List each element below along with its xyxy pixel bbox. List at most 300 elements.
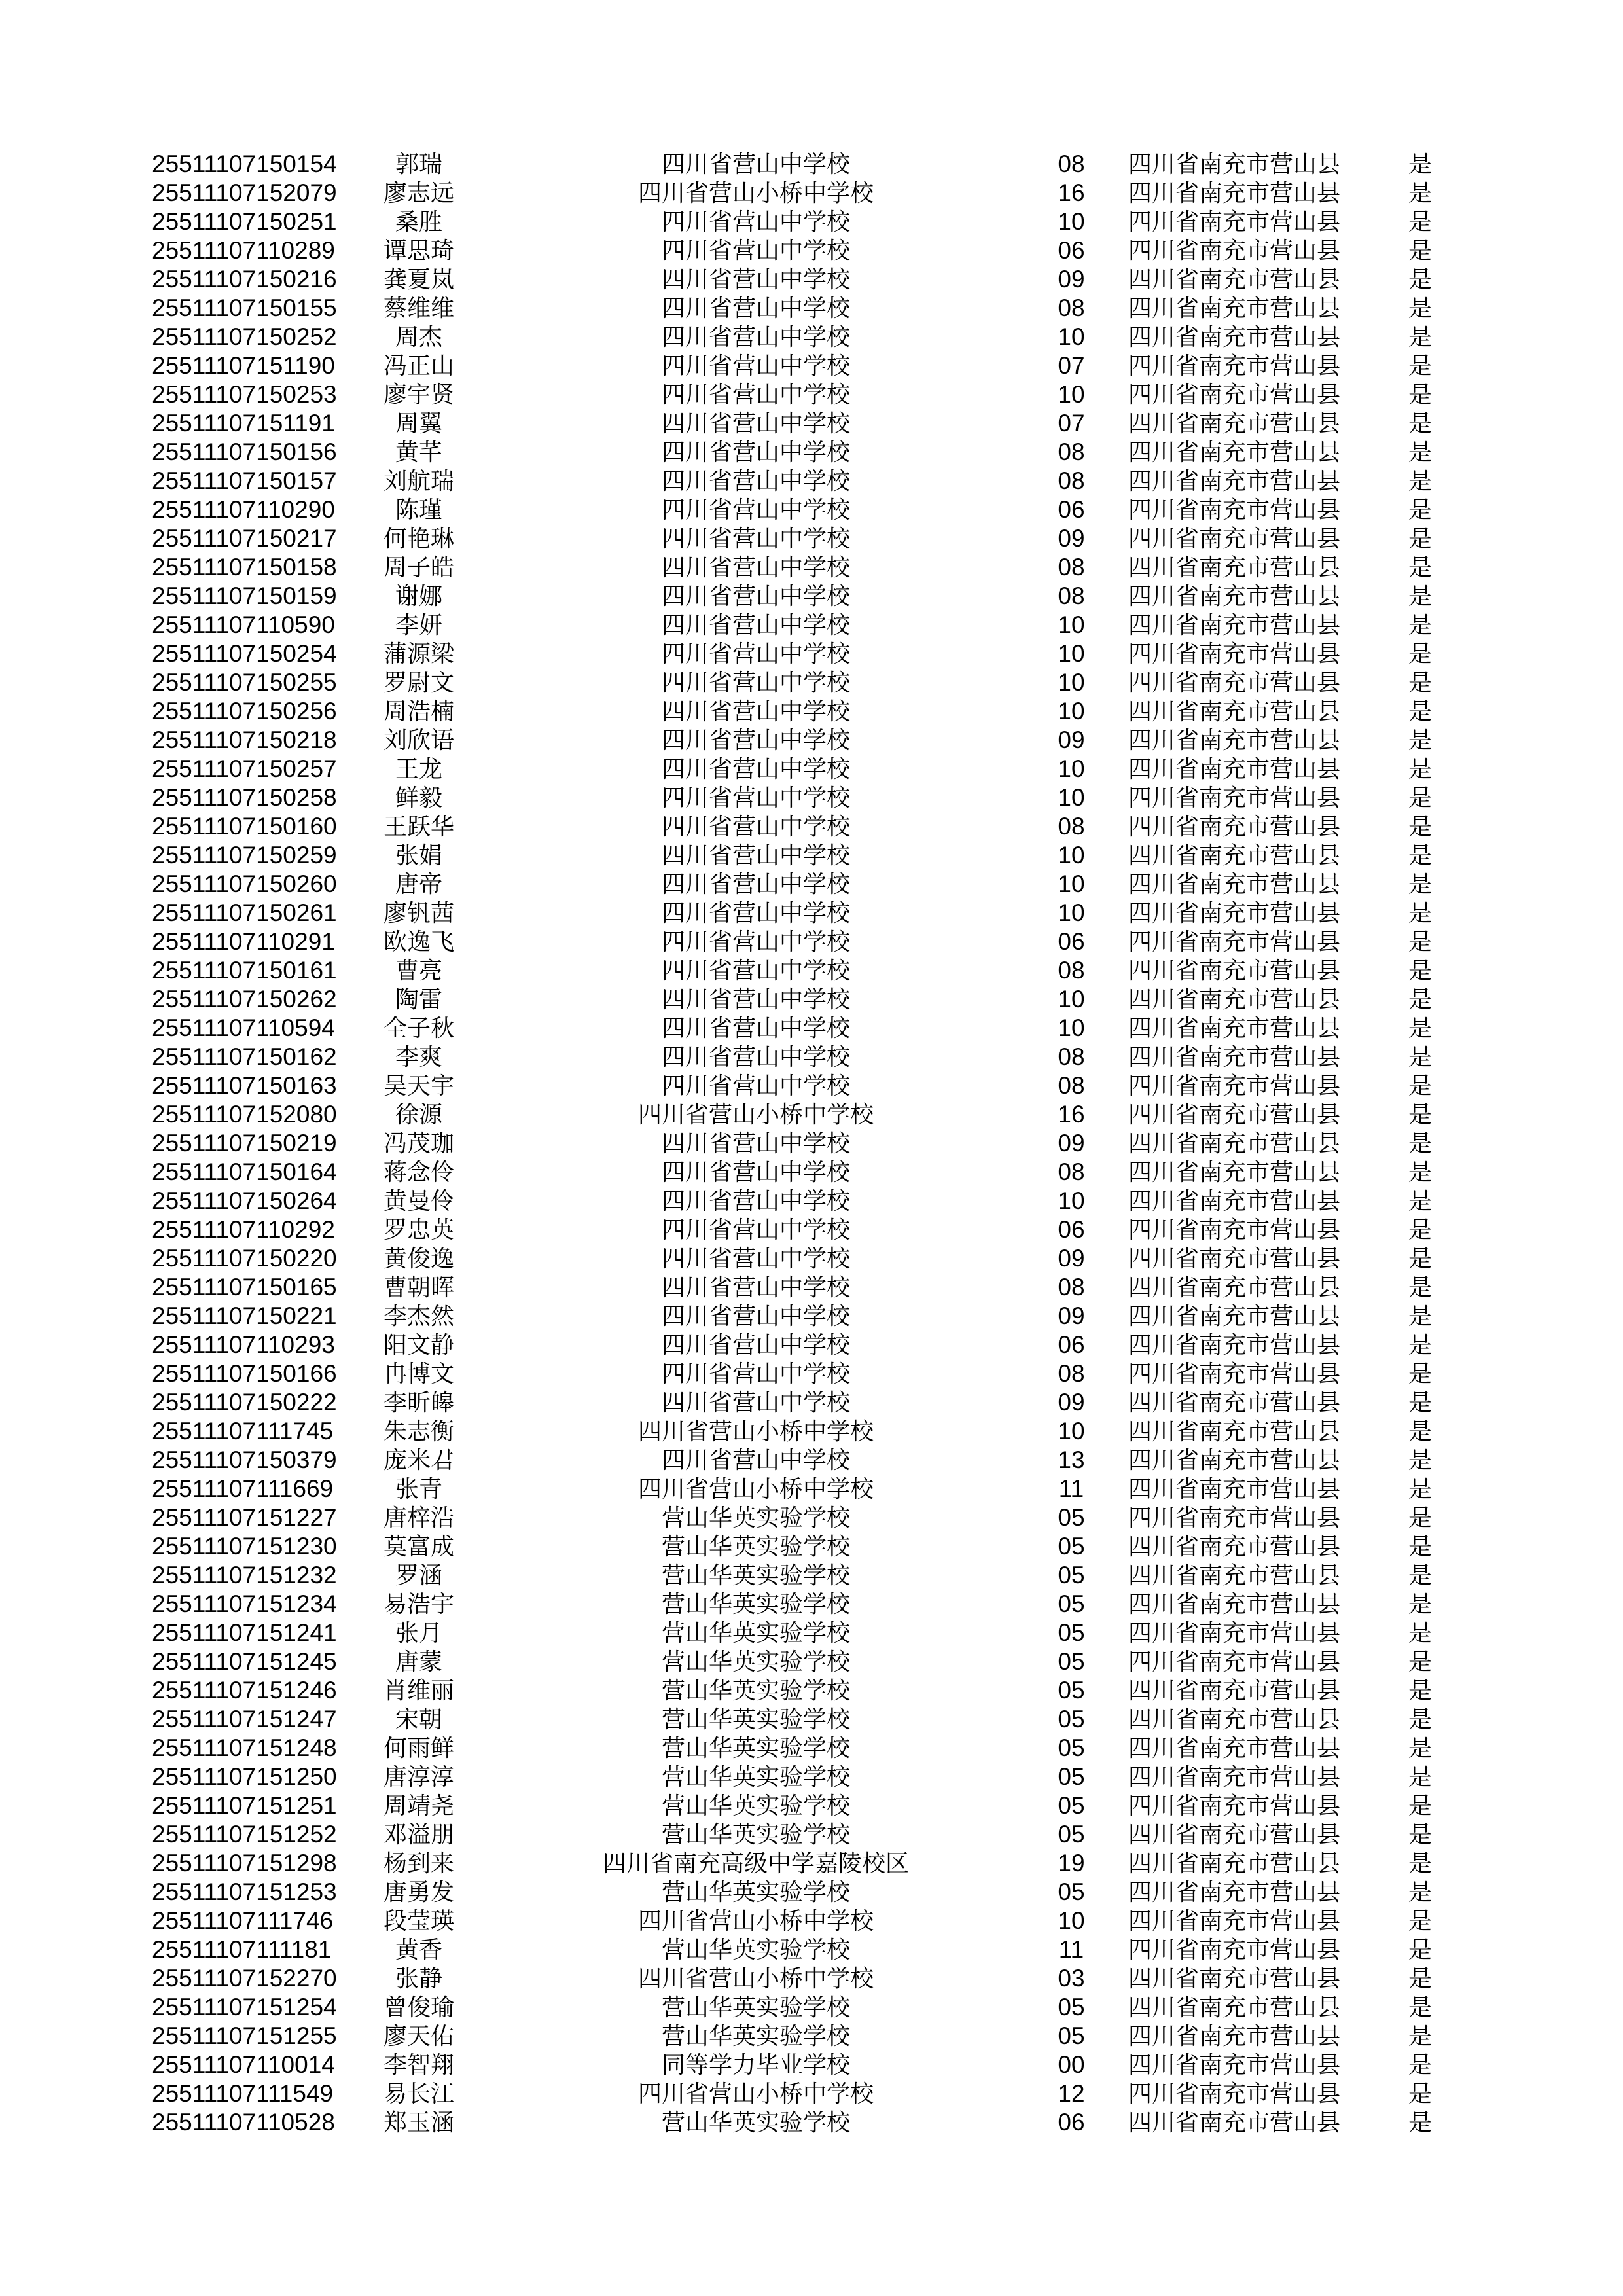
table-row: [0, 1532, 1623, 1561]
table-row: [0, 1705, 1623, 1734]
confirm-cell: 是: [1408, 180, 1432, 206]
confirm-cell: 是: [1408, 1246, 1432, 1272]
confirm-cell: 是: [1408, 382, 1432, 408]
table-row: [0, 1302, 1623, 1331]
code-cell: 05: [1058, 1590, 1085, 1617]
confirm-cell: 是: [1408, 1793, 1432, 1819]
name-cell: 张娟: [395, 842, 442, 869]
code-cell: 10: [1058, 669, 1085, 696]
code-cell: 10: [1058, 208, 1085, 235]
school-cell: 同等学力毕业学校: [661, 2052, 850, 2078]
school-cell: 四川省营山小桥中学校: [637, 1418, 874, 1444]
exam-id-cell: 25511107150220: [152, 1245, 337, 1272]
confirm-cell: 是: [1408, 1821, 1432, 1848]
confirm-cell: 是: [1408, 526, 1432, 552]
name-cell: 张青: [395, 1476, 442, 1502]
school-cell: 四川省营山小桥中学校: [637, 1965, 874, 1992]
name-cell: 曹亮: [395, 958, 442, 984]
confirm-cell: 是: [1408, 756, 1432, 782]
district-cell: 四川省南充市营山县: [1128, 1735, 1341, 1761]
school-cell: 四川省营山小桥中学校: [637, 2081, 874, 2107]
name-cell: 周杰: [395, 324, 442, 350]
confirm-cell: 是: [1408, 1591, 1432, 1617]
exam-id-cell: 25511107151191: [152, 410, 335, 437]
exam-id-cell: 25511107150260: [152, 870, 337, 897]
school-cell: 营山华英实验学校: [661, 2109, 850, 2136]
name-cell: 曹朝晖: [383, 1274, 454, 1300]
name-cell: 黄俊逸: [383, 1246, 454, 1272]
table-row: [0, 1503, 1623, 1532]
district-cell: 四川省南充市营山县: [1128, 986, 1341, 1013]
name-cell: 李爽: [395, 1044, 442, 1070]
name-cell: 周靖尧: [383, 1793, 454, 1819]
school-cell: 四川省营山中学校: [661, 756, 850, 782]
table-row: [0, 1964, 1623, 1993]
school-cell: 营山华英实验学校: [661, 1706, 850, 1732]
name-cell: 杨到来: [383, 1850, 454, 1876]
confirm-cell: 是: [1408, 1850, 1432, 1876]
name-cell: 郭瑞: [395, 151, 442, 177]
confirm-cell: 是: [1408, 583, 1432, 609]
table-row: [0, 697, 1623, 726]
district-cell: 四川省南充市营山县: [1128, 1677, 1341, 1704]
confirm-cell: 是: [1408, 727, 1432, 753]
school-cell: 营山华英实验学校: [661, 1937, 850, 1963]
district-cell: 四川省南充市营山县: [1128, 1850, 1341, 1876]
code-cell: 11: [1058, 1475, 1084, 1502]
confirm-cell: 是: [1408, 986, 1432, 1013]
code-cell: 10: [1058, 1014, 1085, 1041]
table-row: [0, 1619, 1623, 1647]
school-cell: 四川省营山中学校: [661, 1274, 850, 1300]
school-cell: 四川省营山中学校: [661, 468, 850, 494]
name-cell: 廖志远: [383, 180, 454, 206]
district-cell: 四川省南充市营山县: [1128, 353, 1341, 379]
school-cell: 四川省营山中学校: [661, 871, 850, 897]
code-cell: 10: [1058, 986, 1085, 1013]
school-cell: 四川省营山小桥中学校: [637, 1908, 874, 1934]
district-cell: 四川省南充市营山县: [1128, 1879, 1341, 1905]
exam-id-cell: 25511107150253: [152, 381, 337, 408]
confirm-cell: 是: [1408, 929, 1432, 955]
district-cell: 四川省南充市营山县: [1128, 1649, 1341, 1675]
confirm-cell: 是: [1408, 1274, 1432, 1300]
code-cell: 06: [1058, 237, 1085, 264]
school-cell: 四川省营山中学校: [661, 1073, 850, 1099]
code-cell: 08: [1058, 1072, 1085, 1099]
district-cell: 四川省南充市营山县: [1128, 1332, 1341, 1358]
district-cell: 四川省南充市营山县: [1128, 698, 1341, 725]
name-cell: 廖钒茜: [383, 900, 454, 926]
table-row: [0, 1907, 1623, 1935]
code-cell: 06: [1058, 1216, 1085, 1243]
code-cell: 07: [1058, 352, 1085, 379]
table-row: [0, 2051, 1623, 2079]
district-cell: 四川省南充市营山县: [1128, 670, 1341, 696]
name-cell: 唐蒙: [395, 1649, 442, 1675]
school-cell: 四川省营山小桥中学校: [637, 1102, 874, 1128]
exam-id-cell: 25511107150216: [152, 266, 337, 293]
exam-id-cell: 25511107152080: [152, 1101, 337, 1128]
district-cell: 四川省南充市营山县: [1128, 1821, 1341, 1848]
school-cell: 四川省营山中学校: [661, 1015, 850, 1041]
table-row: [0, 553, 1623, 582]
code-cell: 08: [1058, 467, 1085, 494]
school-cell: 四川省营山中学校: [661, 900, 850, 926]
school-cell: 四川省营山中学校: [661, 842, 850, 869]
district-cell: 四川省南充市营山县: [1128, 1620, 1341, 1646]
school-cell: 四川省营山中学校: [661, 1361, 850, 1387]
code-cell: 03: [1058, 1965, 1085, 1992]
school-cell: 四川省营山中学校: [661, 410, 850, 437]
exam-id-cell: 25511107151241: [152, 1619, 337, 1646]
confirm-cell: 是: [1408, 1390, 1432, 1416]
exam-id-cell: 25511107150255: [152, 669, 337, 696]
school-cell: 营山华英实验学校: [661, 1821, 850, 1848]
district-cell: 四川省南充市营山县: [1128, 1994, 1341, 2020]
district-cell: 四川省南充市营山县: [1128, 2052, 1341, 2078]
exam-id-cell: 25511107150379: [152, 1446, 337, 1473]
name-cell: 李昕皞: [383, 1390, 454, 1416]
name-cell: 易长江: [383, 2081, 454, 2107]
table-row: [0, 1331, 1623, 1359]
name-cell: 王龙: [395, 756, 442, 782]
district-cell: 四川省南充市营山县: [1128, 1706, 1341, 1732]
name-cell: 龚夏岚: [383, 266, 454, 293]
name-cell: 谢娜: [395, 583, 442, 609]
table-row: [0, 323, 1623, 351]
exam-id-cell: 25511107151252: [152, 1821, 337, 1848]
school-cell: 四川省营山中学校: [661, 497, 850, 523]
exam-id-cell: 25511107111181: [152, 1936, 332, 1963]
district-cell: 四川省南充市营山县: [1128, 2081, 1341, 2107]
code-cell: 16: [1058, 1101, 1085, 1128]
exam-id-cell: 25511107111669: [152, 1475, 334, 1502]
exam-id-cell: 25511107150163: [152, 1072, 337, 1099]
confirm-cell: 是: [1408, 266, 1432, 293]
confirm-cell: 是: [1408, 842, 1432, 869]
district-cell: 四川省南充市营山县: [1128, 1159, 1341, 1185]
exam-id-cell: 25511107151253: [152, 1878, 337, 1905]
exam-id-cell: 25511107110293: [152, 1331, 335, 1358]
school-cell: 四川省营山中学校: [661, 353, 850, 379]
exam-id-cell: 25511107110590: [152, 611, 335, 638]
confirm-cell: 是: [1408, 1937, 1432, 1963]
code-cell: 11: [1058, 1936, 1084, 1963]
confirm-cell: 是: [1408, 238, 1432, 264]
exam-id-cell: 25511107150164: [152, 1158, 337, 1185]
confirm-cell: 是: [1408, 1418, 1432, 1444]
exam-id-cell: 25511107150254: [152, 640, 337, 667]
district-cell: 四川省南充市营山县: [1128, 266, 1341, 293]
confirm-cell: 是: [1408, 353, 1432, 379]
district-cell: 四川省南充市营山县: [1128, 1591, 1341, 1617]
district-cell: 四川省南充市营山县: [1128, 1130, 1341, 1157]
district-cell: 四川省南充市营山县: [1128, 1015, 1341, 1041]
school-cell: 四川省营山中学校: [661, 554, 850, 581]
school-cell: 四川省营山中学校: [661, 1332, 850, 1358]
table-row: [0, 1043, 1623, 1071]
exam-id-cell: 25511107150252: [152, 323, 337, 350]
name-cell: 莫富成: [383, 1534, 454, 1560]
district-cell: 四川省南充市营山县: [1128, 1908, 1341, 1934]
district-cell: 四川省南充市营山县: [1128, 1793, 1341, 1819]
confirm-cell: 是: [1408, 1908, 1432, 1934]
table-row: [0, 1100, 1623, 1129]
code-cell: 08: [1058, 295, 1085, 321]
name-cell: 宋朝: [395, 1706, 442, 1732]
table-row: [0, 380, 1623, 409]
confirm-cell: 是: [1408, 1044, 1432, 1070]
table-row: [0, 1849, 1623, 1878]
name-cell: 唐淳淳: [383, 1764, 454, 1790]
table-row: [0, 467, 1623, 495]
exam-id-cell: 25511107150264: [152, 1187, 337, 1214]
code-cell: 19: [1058, 1850, 1085, 1876]
table-row: [0, 495, 1623, 524]
table-row: [0, 1935, 1623, 1964]
code-cell: 05: [1058, 1994, 1085, 2020]
school-cell: 营山华英实验学校: [661, 1534, 850, 1560]
confirm-cell: 是: [1408, 2052, 1432, 2078]
code-cell: 05: [1058, 1504, 1085, 1531]
table-row: [0, 985, 1623, 1014]
district-cell: 四川省南充市营山县: [1128, 727, 1341, 753]
code-cell: 10: [1058, 755, 1085, 782]
table-row: [0, 927, 1623, 956]
school-cell: 营山华英实验学校: [661, 1562, 850, 1588]
exam-id-cell: 25511107110292: [152, 1216, 335, 1243]
table-row: [0, 1590, 1623, 1619]
code-cell: 06: [1058, 2109, 1085, 2136]
district-cell: 四川省南充市营山县: [1128, 1188, 1341, 1214]
confirm-cell: 是: [1408, 670, 1432, 696]
name-cell: 全子秋: [383, 1015, 454, 1041]
code-cell: 05: [1058, 1562, 1085, 1588]
table-row: [0, 1561, 1623, 1590]
table-row: [0, 1446, 1623, 1475]
table-row: [0, 870, 1623, 899]
district-cell: 四川省南充市营山县: [1128, 929, 1341, 955]
table-row: [0, 1734, 1623, 1763]
confirm-cell: 是: [1408, 1332, 1432, 1358]
table-row: [0, 1878, 1623, 1907]
name-cell: 周浩楠: [383, 698, 454, 725]
school-cell: 营山华英实验学校: [661, 1677, 850, 1704]
code-cell: 05: [1058, 2022, 1085, 2049]
school-cell: 四川省营山小桥中学校: [637, 180, 874, 206]
district-cell: 四川省南充市营山县: [1128, 526, 1341, 552]
confirm-cell: 是: [1408, 554, 1432, 581]
school-cell: 四川省营山中学校: [661, 698, 850, 725]
school-cell: 四川省营山中学校: [661, 439, 850, 465]
code-cell: 10: [1058, 1418, 1085, 1444]
code-cell: 06: [1058, 496, 1085, 523]
code-cell: 06: [1058, 928, 1085, 955]
name-cell: 蒲源梁: [383, 641, 454, 667]
table-row: [0, 1388, 1623, 1417]
name-cell: 朱志衡: [383, 1418, 454, 1444]
table-row: [0, 1791, 1623, 1820]
code-cell: 10: [1058, 784, 1085, 811]
exam-id-cell: 25511107151232: [152, 1562, 337, 1588]
exam-id-cell: 25511107150221: [152, 1302, 337, 1329]
table-row: [0, 524, 1623, 553]
code-cell: 16: [1058, 179, 1085, 206]
table-row: [0, 1475, 1623, 1503]
code-cell: 09: [1058, 1245, 1085, 1272]
school-cell: 四川省营山中学校: [661, 1246, 850, 1272]
district-cell: 四川省南充市营山县: [1128, 900, 1341, 926]
code-cell: 10: [1058, 1187, 1085, 1214]
code-cell: 12: [1058, 2080, 1085, 2107]
district-cell: 四川省南充市营山县: [1128, 1274, 1341, 1300]
exam-id-cell: 25511107150160: [152, 813, 337, 840]
district-cell: 四川省南充市营山县: [1128, 785, 1341, 811]
confirm-cell: 是: [1408, 1303, 1432, 1329]
confirm-cell: 是: [1408, 439, 1432, 465]
exam-id-cell: 25511107150219: [152, 1130, 337, 1157]
district-cell: 四川省南充市营山县: [1128, 1418, 1341, 1444]
confirm-cell: 是: [1408, 958, 1432, 984]
exam-id-cell: 25511107150159: [152, 583, 337, 609]
records-table: [0, 150, 1623, 2137]
exam-id-cell: 25511107150217: [152, 525, 337, 552]
confirm-cell: 是: [1408, 1476, 1432, 1502]
district-cell: 四川省南充市营山县: [1128, 295, 1341, 321]
table-row: [0, 1071, 1623, 1100]
name-cell: 李杰然: [383, 1303, 454, 1329]
table-row: [0, 409, 1623, 438]
confirm-cell: 是: [1408, 871, 1432, 897]
exam-id-cell: 25511107150257: [152, 755, 337, 782]
name-cell: 周子皓: [383, 554, 454, 581]
school-cell: 四川省营山中学校: [661, 1188, 850, 1214]
code-cell: 05: [1058, 1821, 1085, 1848]
confirm-cell: 是: [1408, 1994, 1432, 2020]
school-cell: 营山华英实验学校: [661, 1591, 850, 1617]
school-cell: 四川省营山中学校: [661, 238, 850, 264]
exam-id-cell: 25511107150261: [152, 899, 337, 926]
district-cell: 四川省南充市营山县: [1128, 468, 1341, 494]
table-row: [0, 726, 1623, 755]
confirm-cell: 是: [1408, 900, 1432, 926]
table-row: [0, 294, 1623, 323]
school-cell: 四川省营山中学校: [661, 209, 850, 235]
code-cell: 13: [1058, 1446, 1085, 1473]
school-cell: 营山华英实验学校: [661, 1994, 850, 2020]
table-row: [0, 2022, 1623, 2051]
exam-id-cell: 25511107150162: [152, 1043, 337, 1070]
exam-id-cell: 25511107111745: [152, 1418, 334, 1444]
table-row: [0, 265, 1623, 294]
code-cell: 08: [1058, 1158, 1085, 1185]
confirm-cell: 是: [1408, 641, 1432, 667]
code-cell: 05: [1058, 1706, 1085, 1732]
school-cell: 四川省营山中学校: [661, 612, 850, 638]
name-cell: 李妍: [395, 612, 442, 638]
exam-id-cell: 25511107110290: [152, 496, 335, 523]
school-cell: 四川省营山中学校: [661, 1447, 850, 1473]
table-row: [0, 1993, 1623, 2022]
district-cell: 四川省南充市营山县: [1128, 1764, 1341, 1790]
exam-id-cell: 25511107151255: [152, 2022, 337, 2049]
confirm-cell: 是: [1408, 151, 1432, 177]
table-row: [0, 2079, 1623, 2108]
name-cell: 罗尉文: [383, 670, 454, 696]
school-cell: 四川省南充高级中学嘉陵校区: [602, 1850, 909, 1876]
district-cell: 四川省南充市营山县: [1128, 497, 1341, 523]
district-cell: 四川省南充市营山县: [1128, 1937, 1341, 1963]
name-cell: 邓溢朋: [383, 1821, 454, 1848]
district-cell: 四川省南充市营山县: [1128, 1303, 1341, 1329]
confirm-cell: 是: [1408, 1159, 1432, 1185]
name-cell: 罗忠英: [383, 1217, 454, 1243]
table-row: [0, 668, 1623, 697]
exam-id-cell: 25511107150256: [152, 698, 337, 725]
name-cell: 周翼: [395, 410, 442, 437]
exam-id-cell: 25511107150161: [152, 957, 337, 984]
district-cell: 四川省南充市营山县: [1128, 814, 1341, 840]
code-cell: 08: [1058, 554, 1085, 581]
exam-id-cell: 25511107150258: [152, 784, 337, 811]
name-cell: 黄曼伶: [383, 1188, 454, 1214]
name-cell: 陈瑾: [395, 497, 442, 523]
name-cell: 肖维丽: [383, 1677, 454, 1704]
school-cell: 四川省营山中学校: [661, 583, 850, 609]
name-cell: 蔡维维: [383, 295, 454, 321]
name-cell: 曾俊瑜: [383, 1994, 454, 2020]
exam-id-cell: 25511107150158: [152, 554, 337, 581]
name-cell: 谭思琦: [383, 238, 454, 264]
confirm-cell: 是: [1408, 1015, 1432, 1041]
code-cell: 08: [1058, 957, 1085, 984]
table-row: [0, 582, 1623, 611]
table-row: [0, 841, 1623, 870]
code-cell: 05: [1058, 1878, 1085, 1905]
district-cell: 四川省南充市营山县: [1128, 1447, 1341, 1473]
name-cell: 阳文静: [383, 1332, 454, 1358]
table-row: [0, 1158, 1623, 1187]
exam-id-cell: 25511107150157: [152, 467, 337, 494]
exam-id-cell: 25511107151250: [152, 1763, 337, 1790]
exam-id-cell: 25511107111746: [152, 1907, 334, 1934]
district-cell: 四川省南充市营山县: [1128, 209, 1341, 235]
exam-id-cell: 25511107110291: [152, 928, 335, 955]
code-cell: 08: [1058, 1360, 1085, 1387]
district-cell: 四川省南充市营山县: [1128, 842, 1341, 869]
school-cell: 四川省营山中学校: [661, 266, 850, 293]
exam-id-cell: 25511107151254: [152, 1994, 337, 2020]
name-cell: 徐源: [395, 1102, 442, 1128]
district-cell: 四川省南充市营山县: [1128, 641, 1341, 667]
code-cell: 05: [1058, 1619, 1085, 1646]
school-cell: 四川省营山中学校: [661, 929, 850, 955]
school-cell: 四川省营山中学校: [661, 814, 850, 840]
confirm-cell: 是: [1408, 1188, 1432, 1214]
confirm-cell: 是: [1408, 1534, 1432, 1560]
table-row: [0, 899, 1623, 927]
name-cell: 何艳琳: [383, 526, 454, 552]
confirm-cell: 是: [1408, 1361, 1432, 1387]
table-row: [0, 1273, 1623, 1302]
school-cell: 营山华英实验学校: [661, 1649, 850, 1675]
table-row: [0, 207, 1623, 236]
code-cell: 10: [1058, 611, 1085, 638]
name-cell: 冯正山: [383, 353, 454, 379]
name-cell: 唐勇发: [383, 1879, 454, 1905]
name-cell: 欧逸飞: [383, 929, 454, 955]
